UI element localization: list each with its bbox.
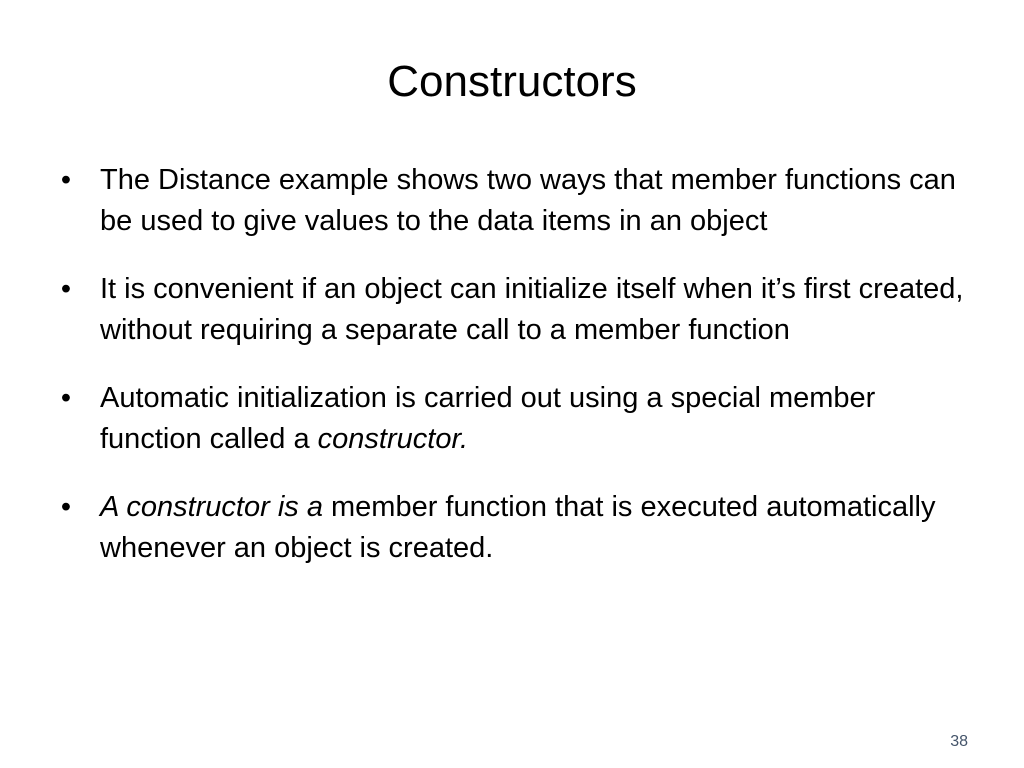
bullet-marker: • bbox=[60, 491, 72, 523]
bullet-marker: • bbox=[60, 164, 72, 196]
bullet-item bbox=[56, 160, 966, 242]
bullet-text: Automatic initialization is carried out using a special member function called a bbox=[100, 382, 876, 455]
bullet-list bbox=[56, 160, 966, 596]
bullet-text: The Distance example shows two ways that member functions can be used to give values to the data items in an object bbox=[100, 164, 956, 237]
page-number: 38 bbox=[950, 733, 968, 750]
bullet-item bbox=[56, 487, 966, 569]
bullet-item bbox=[56, 269, 966, 351]
definition-emphasis: A constructor is a bbox=[100, 491, 323, 523]
constructor-emphasis: constructor. bbox=[317, 423, 469, 455]
bullet-marker: • bbox=[60, 273, 72, 305]
slide-title: Constructors bbox=[387, 57, 637, 106]
bullet-text: member function that is executed automatically whenever an object is created. bbox=[100, 491, 936, 564]
bullet-text: It is convenient if an object can initialize itself when it’s first created, without requiring a separate call to a member function bbox=[100, 273, 964, 346]
bullet-item bbox=[56, 378, 966, 460]
bullet-marker: • bbox=[60, 382, 72, 414]
